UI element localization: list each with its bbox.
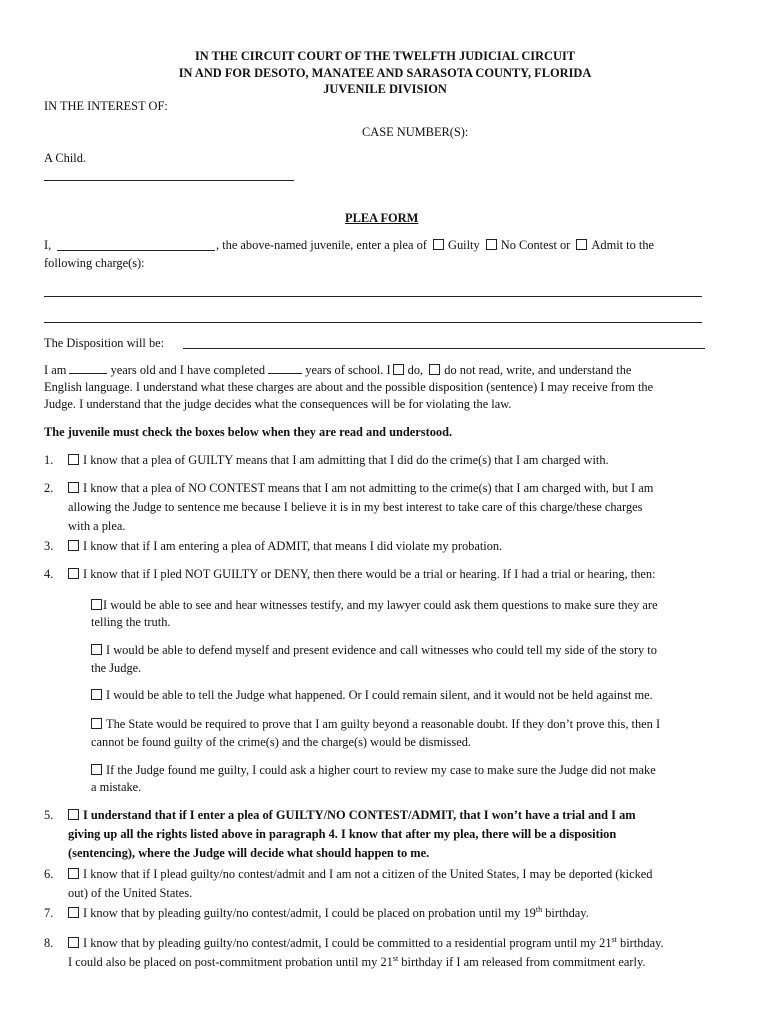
item-7-number: 7.: [44, 906, 54, 920]
item-6-line-2: out) of the United States.: [68, 886, 193, 900]
item-5-checkbox[interactable]: [68, 809, 79, 820]
subitem-e-line-2: a mistake.: [91, 780, 142, 794]
child-name-field[interactable]: [44, 180, 294, 181]
item-3: I know that if I am entering a plea of ADMIT, that means I did violate my probation.: [68, 537, 502, 555]
item-6-checkbox[interactable]: [68, 868, 79, 879]
charge-field-1[interactable]: [44, 296, 702, 297]
subitem-c: I would be able to tell the Judge what happened. Or I could remain silent, and it would not be held against me.: [91, 686, 653, 704]
guilty-label: Guilty: [448, 238, 480, 252]
subitem-e-checkbox[interactable]: [91, 764, 102, 775]
item-5-line-2: giving up all the rights listed above in paragraph 4. I know that after my plea, there will be a disposition: [68, 827, 617, 841]
item-1: I know that a plea of GUILTY means that I am admitting that I did do the crime(s) that I am charged with.: [68, 451, 609, 469]
plea-middle-text: , the above-named juvenile, enter a plea of Guilty No Contest or Admit to the: [216, 238, 655, 252]
item-6-number: 6.: [44, 867, 54, 881]
item-8-number: 8.: [44, 936, 54, 950]
item-3-checkbox[interactable]: [68, 540, 79, 551]
school-years-field[interactable]: [268, 362, 302, 374]
subitem-a-line-2: telling the truth.: [91, 615, 171, 629]
item-2: I know that a plea of NO CONTEST means that I am not admitting to the crime(s) that I am charged with, but I am: [68, 479, 653, 497]
form-title: PLEA FORM: [345, 211, 419, 225]
item-2-line-3: with a plea.: [68, 519, 126, 533]
age-field[interactable]: [69, 362, 107, 374]
item-8-checkbox[interactable]: [68, 937, 79, 948]
plea-continuation: following charge(s):: [44, 256, 145, 270]
item-5-number: 5.: [44, 808, 54, 822]
juvenile-name-field[interactable]: [57, 250, 215, 251]
item-1-checkbox[interactable]: [68, 454, 79, 465]
no-contest-checkbox[interactable]: [486, 239, 497, 250]
do-read-checkbox[interactable]: [393, 364, 404, 375]
subitem-a-checkbox[interactable]: [91, 599, 102, 610]
subitem-d: The State would be required to prove that I am guilty beyond a reasonable doubt. If they don’t prove this, then I: [91, 715, 660, 733]
item-2-number: 2.: [44, 481, 54, 495]
no-contest-label: No Contest or: [500, 238, 571, 252]
item-2-line-2: allowing the Judge to sentence me because I believe it is in my best interest to take care of this charge/these charges: [68, 500, 643, 514]
item-5-line-3: (sentencing), where the Judge will decide what should happen to me.: [68, 846, 430, 860]
item-4: I know that if I pled NOT GUILTY or DENY, then there would be a trial or hearing. If I had a trial or hearing, then:: [68, 565, 656, 583]
court-header-line-1: IN THE CIRCUIT COURT OF THE TWELFTH JUDICIAL CIRCUIT: [194, 49, 576, 63]
a-child-label: A Child.: [44, 151, 86, 165]
item-4-number: 4.: [44, 567, 54, 581]
item-8-line-2: I could also be placed on post-commitment probation until my 21st birthday if I am released from commitment early.: [68, 953, 646, 969]
charge-field-2[interactable]: [44, 322, 702, 323]
item-2-checkbox[interactable]: [68, 482, 79, 493]
court-header-line-2: IN AND FOR DESOTO, MANATEE AND SARASOTA COUNTY, FLORIDA: [178, 66, 592, 80]
age-paragraph-line-2: English language. I understand what these charges are about and the possible disposition (sentence) I may receive from the: [44, 380, 654, 394]
item-6: I know that if I plead guilty/no contest/admit and I am not a citizen of the United States, I may be deported (kicked: [68, 865, 652, 883]
item-7-checkbox[interactable]: [68, 907, 79, 918]
subitem-e: If the Judge found me guilty, I could ask a higher court to review my case to make sure the Judge did not make: [91, 761, 656, 779]
guilty-checkbox[interactable]: [433, 239, 444, 250]
item-4-checkbox[interactable]: [68, 568, 79, 579]
plea-prefix: I,: [44, 238, 52, 252]
item-1-number: 1.: [44, 453, 54, 467]
interest-of-label: IN THE INTEREST OF:: [44, 99, 168, 113]
item-7: I know that by pleading guilty/no contest/admit, I could be placed on probation until my 19th birthday.: [68, 904, 589, 922]
age-paragraph-line-3: Judge. I understand that the judge decides what the consequences will be for violating the law.: [44, 397, 512, 411]
admit-label: Admit to the: [591, 238, 655, 252]
subitem-b: I would be able to defend myself and present evidence and call witnesses who could tell my side of the story to: [91, 641, 657, 659]
subitem-d-checkbox[interactable]: [91, 718, 102, 729]
subitem-b-line-2: the Judge.: [91, 661, 142, 675]
instructions-text: The juvenile must check the boxes below when they are read and understood.: [44, 425, 453, 439]
disposition-label: The Disposition will be:: [44, 336, 165, 350]
subitem-c-checkbox[interactable]: [91, 689, 102, 700]
subitem-a: I would be able to see and hear witnesses testify, and my lawyer could ask them questions to make sure they are: [91, 596, 658, 614]
case-number-label: CASE NUMBER(S):: [362, 125, 469, 139]
disposition-field[interactable]: [183, 348, 705, 349]
plea-statement: [44, 236, 704, 254]
admit-checkbox[interactable]: [576, 239, 587, 250]
subitem-b-checkbox[interactable]: [91, 644, 102, 655]
item-3-number: 3.: [44, 539, 54, 553]
court-header-line-3: JUVENILE DIVISION: [323, 82, 447, 96]
do-not-read-checkbox[interactable]: [429, 364, 440, 375]
age-paragraph-line-1: I am years old and I have completed years of school. I do, do not read, write, and understand the: [44, 363, 632, 377]
item-8: I know that by pleading guilty/no contest/admit, I could be committed to a residential program until my 21st birthday.: [68, 934, 664, 952]
item-5: I understand that if I enter a plea of GUILTY/NO CONTEST/ADMIT, that I won’t have a trial and I am: [68, 806, 636, 824]
subitem-d-line-2: cannot be found guilty of the crime(s) and the charge(s) would be dismissed.: [91, 735, 471, 749]
